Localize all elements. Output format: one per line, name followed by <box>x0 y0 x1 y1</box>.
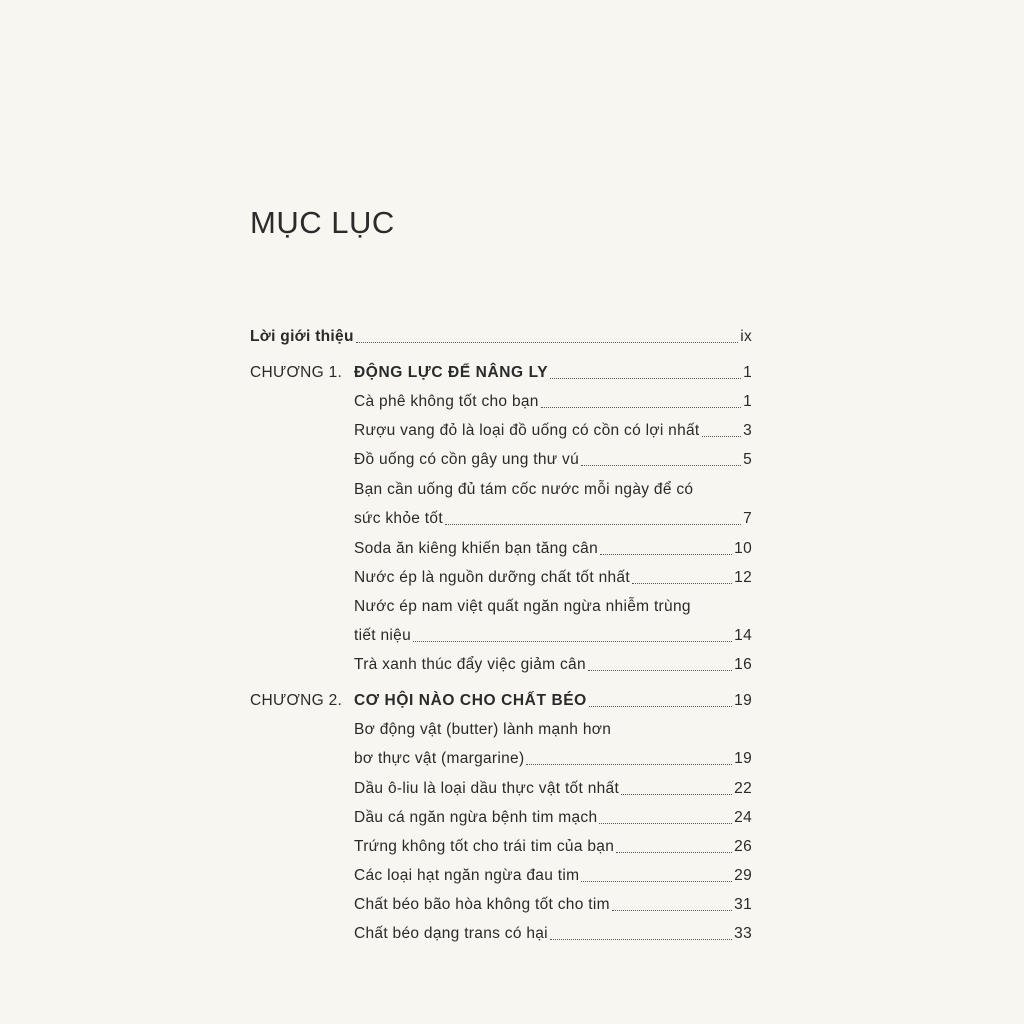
toc-entry-title: Soda ăn kiêng khiến bạn tăng cân <box>354 540 599 557</box>
toc-entry-page: 7 <box>743 510 752 527</box>
toc-entry-page: 12 <box>734 569 752 586</box>
toc-entry <box>250 411 752 441</box>
toc-entry <box>250 856 752 886</box>
toc-entry-continuation <box>250 739 752 769</box>
dot-leader <box>612 910 732 911</box>
toc-entry-title: Chất béo bão hòa không tốt cho tim <box>354 896 610 913</box>
toc-entry-title: Dầu cá ngăn ngừa bệnh tim mạch <box>354 809 598 826</box>
toc-entry <box>250 558 752 588</box>
toc-entry-title: Cà phê không tốt cho bạn <box>354 393 539 410</box>
toc-entry-page: 33 <box>734 925 752 942</box>
dot-leader <box>581 881 732 882</box>
dot-leader <box>526 764 732 765</box>
toc-entry-page: 3 <box>743 422 752 439</box>
toc-entry-page: 31 <box>734 896 752 913</box>
toc-entry-page: 14 <box>734 627 752 644</box>
toc-entry-continuation <box>250 499 752 529</box>
toc-entry-title: Trà xanh thúc đẩy việc giảm cân <box>354 656 586 673</box>
toc-entry-title: Bơ động vật (butter) lành mạnh hơn <box>354 721 612 738</box>
dot-leader <box>600 554 732 555</box>
dot-leader <box>621 794 732 795</box>
toc-title: MỤC LỤC <box>250 205 395 240</box>
dot-leader <box>616 852 732 853</box>
dot-leader <box>356 342 738 343</box>
toc-entry-title-line2: bơ thực vật (margarine) <box>354 750 525 767</box>
toc-entry <box>250 587 752 617</box>
toc-entry-title: Các loại hạt ngăn ngừa đau tim <box>354 867 580 884</box>
dot-leader <box>702 436 742 437</box>
dot-leader <box>632 583 732 584</box>
chapter-page: 19 <box>734 692 752 709</box>
toc-entry <box>250 529 752 559</box>
toc-entry-title-line2: sức khỏe tốt <box>354 510 443 527</box>
toc-entry-page: 5 <box>743 451 752 468</box>
dot-leader <box>599 823 732 824</box>
dot-leader <box>581 465 741 466</box>
dot-leader <box>550 378 741 379</box>
chapter-label: CHƯƠNG 2. <box>250 692 343 709</box>
dot-leader <box>413 641 732 642</box>
dot-leader <box>541 407 741 408</box>
toc-entry-page: 16 <box>734 656 752 673</box>
toc-entry-title: Rượu vang đỏ là loại đồ uống có cồn có lợi nhất <box>354 422 700 439</box>
toc-entry <box>250 914 752 944</box>
toc-entry <box>250 382 752 412</box>
toc-entry <box>250 885 752 915</box>
toc-intro-label: Lời giới thiệu <box>250 328 354 345</box>
toc-entry <box>250 710 752 740</box>
toc-entry-page: 26 <box>734 838 752 855</box>
toc-entry-title: Nước ép là nguồn dưỡng chất tốt nhất <box>354 569 630 586</box>
toc-entry <box>250 470 752 500</box>
toc-entry-continuation <box>250 616 752 646</box>
toc-entry-page: 10 <box>734 540 752 557</box>
chapter-heading-row <box>250 353 752 383</box>
dot-leader <box>550 939 732 940</box>
toc-entry-title: Nước ép nam việt quất ngăn ngừa nhiễm trùng <box>354 598 691 615</box>
toc-entry-page: 19 <box>734 750 752 767</box>
chapter-title: ĐỘNG LỰC ĐỂ NÂNG LY <box>354 364 549 381</box>
toc-entry <box>250 769 752 799</box>
toc-entry-title: Bạn cần uống đủ tám cốc nước mỗi ngày để có <box>354 481 694 498</box>
chapter-title: CƠ HỘI NÀO CHO CHẤT BÉO <box>354 692 587 709</box>
toc-entry-page: 24 <box>734 809 752 826</box>
toc-entry <box>250 645 752 675</box>
dot-leader <box>588 670 732 671</box>
toc-entry-page: 1 <box>743 393 752 410</box>
chapter-heading-row <box>250 681 752 711</box>
toc-entry-title: Trứng không tốt cho trái tim của bạn <box>354 838 615 855</box>
toc-entry-page: 22 <box>734 780 752 797</box>
toc-entry-page: 29 <box>734 867 752 884</box>
toc-intro-page: ix <box>740 328 752 345</box>
dot-leader <box>445 524 741 525</box>
toc-intro-row <box>250 317 752 347</box>
toc-entry-title: Dầu ô-liu là loại dầu thực vật tốt nhất <box>354 780 620 797</box>
toc-entry <box>250 440 752 470</box>
toc-entry <box>250 827 752 857</box>
dot-leader <box>589 706 732 707</box>
chapter-label: CHƯƠNG 1. <box>250 364 343 381</box>
toc-entry <box>250 798 752 828</box>
toc-entry-title-line2: tiết niệu <box>354 627 411 644</box>
chapter-page: 1 <box>743 364 752 381</box>
toc-entry-title: Chất béo dạng trans có hại <box>354 925 548 942</box>
toc-entry-title: Đồ uống có cồn gây ung thư vú <box>354 451 580 468</box>
